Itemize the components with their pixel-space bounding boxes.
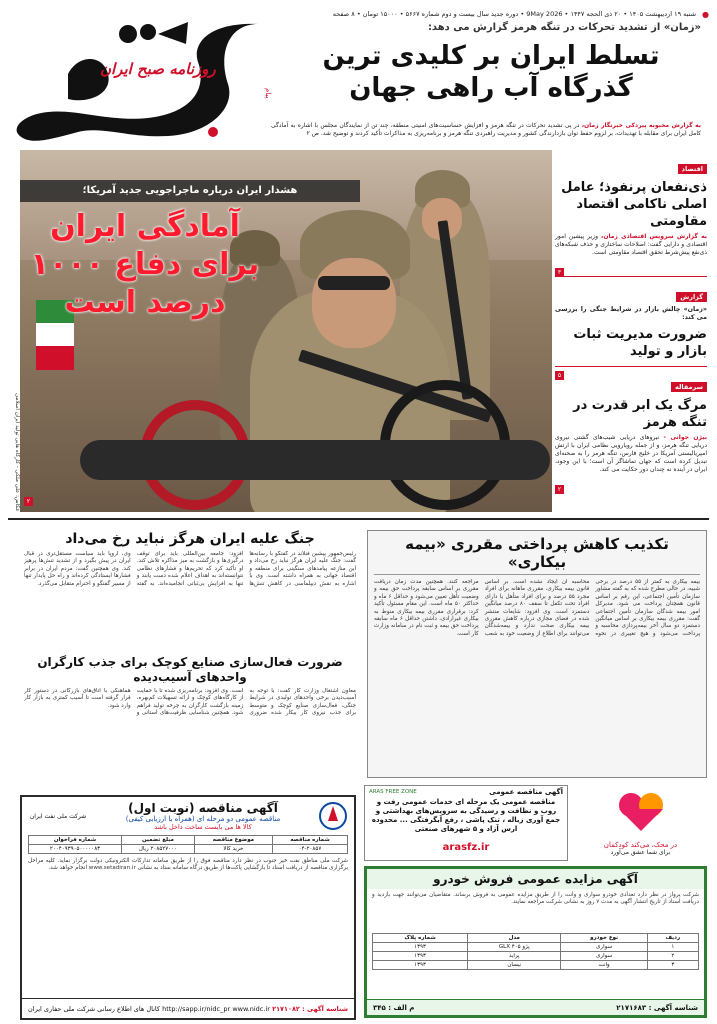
table-cell: ۳ xyxy=(647,961,698,970)
ad-website[interactable]: www.nidc.ir xyxy=(232,1004,270,1013)
heart-icon xyxy=(611,789,671,833)
table-header: ردیف xyxy=(647,934,698,943)
article-war[interactable] xyxy=(20,530,360,778)
auction-table xyxy=(372,933,699,970)
table-row xyxy=(29,845,348,854)
table-cell: ۱۳۹۳ xyxy=(373,961,468,970)
ad-line1: در محک، می‌کند کودکمان xyxy=(603,841,678,849)
masthead-tagline: روزنامه صبح ایران xyxy=(100,60,216,78)
lead-headline[interactable]: تسلط ایران بر کلیدی ترین گذرگاه آب راهی جهان xyxy=(322,41,660,103)
right-story-economy[interactable] xyxy=(555,156,707,278)
story-kicker: «زمان» چالش بازار در شرایط جنگی را بررسی می کند: xyxy=(555,306,707,321)
article-body: رئیس‌جمهور پیشین فنلاند در گفتگو با رسانه‌ها گفت: جنگ علیه ایران هرگز نباید رخ می‌داد و این منازعه پیامدهای سنگینی برای منطقه و اقتصاد جهانی به همراه داشته است. وی با اشاره به نقش دیپلماسی در کاهش تنش‌ها افزود: جامعه بین‌المللی باید برای توقف درگیری‌ها و بازگشت به میز مذاکره تلاش کند. او تأکید کرد که تحریم‌ها و فشارهای نظامی نتوانسته‌اند به اهداف اعلام شده دست یابند و تنها به افزایش بی‌ثباتی انجامیده‌اند. به گفته وی، اروپا باید سیاست مستقل‌تری در قبال ایران در پیش بگیرد و از تشدید تنش‌ها پرهیز کند. وی همچنین گفت: مردم ایران در برابر فشارها ایستادگی کرده‌اند و راه حل پایدار تنها از مسیر گفتگو و احترام متقابل می‌گذرد. xyxy=(24,551,356,587)
issue-info: شنبه ۱۹ اردیبهشت ۱۴۰۵ • ۲۰ ذی الحجه ۱۴۴۷ • 9May 2026 • دوره جدید سال بیست و دوم شماره ۵۶۶۷ • ۱۵۰۰۰ تومان • ۸ صفحه xyxy=(332,10,697,18)
section-tag: گزارش xyxy=(676,292,707,302)
ad-title: آگهی مزایده عمومی فروش خودرو xyxy=(367,869,704,889)
ad-shenase: شناسه آگهی : ۲۱۷۱۰۸۲ xyxy=(272,1004,348,1013)
divider xyxy=(555,276,707,277)
main-photo[interactable] xyxy=(20,150,552,512)
ad-body: شرکت پرواز در نظر دارد تعدادی خودرو سواری و وانت را از طریق مزایده عمومی به فروش برساند. متقاضیان می‌توانند جهت بازدید و دریافت اسناد از تاریخ انتشار آگهی به مدت ۷ روز به نشانی شرکت مراجعه نمایند. xyxy=(372,892,699,906)
article-body: بیمه بیکاری به کمتر از ۵۵ درصد در برخی شبیه، در حالی مطرح شده که به گفته مشاور سازمان تأمین اجتماعی، این رقم بر اساس قانون همچنان پرداخت می شود. مدیرکل امور بیمه شدگان سازمان تأمین اجتماعی گفت: مقرری بیمه بیکاری بر اساس میانگین دستمزد دو سال آخر بیمه‌پردازی محاسبه و پرداخت می‌شود و هیچ تغییری در نحوه محاسبه آن ایجاد نشده است. بر اساس قانون بیمه بیکاری، مقرری ماهانه برای افراد مجرد ۵۵ درصد و برای افراد متأهل یا دارای افراد تحت تکفل تا سقف ۸۰ درصد میانگین دستمزد است. وی افزود: شایعات منتشر شده در فضای مجازی درباره کاهش مقرری بیمه بیکاری صحت ندارد و بیمه‌شدگان می‌توانند برای اطلاع از وضعیت خود به شعب مراجعه کنند. همچنین مدت زمان دریافت مقرری بر اساس سابقه پرداخت حق بیمه و وضعیت تأهل تعیین می‌شود و حداقل ۶ ماه و حداکثر ۵۰ ماه است. این مقام مسئول تأکید کرد: برقراری مقرری بیمه بیکاری منوط به بیکاری غیرارادی، داشتن حداقل ۶ ماه سابقه پرداخت حق بیمه و ثبت نام در سامانه وزارت کار است. xyxy=(374,579,700,637)
aras-logo: ARAS FREE ZONE xyxy=(369,789,417,795)
lead-summary xyxy=(271,122,701,138)
article-title: تکذیب کاهش پرداختی مقرری «بیمه بیکاری» xyxy=(374,535,700,575)
story-text: نیروهای دریایی شیب‌های گشتی نیروی دریایی تنگه هرمز، و از جمله رویارویی نظامی ایران با ارتش امپریالیستی آمریکا در خلیج فارس، تنگه هرمز را به صحنه‌ای تبدیل کرده است که جهان تماشاگر آن است؛ با این وجود، ایران در آینده نه چندان دور حکایت می کند. xyxy=(555,434,707,473)
ad-shenase: شناسه آگهی : ۲۱۷۱۶۸۳ xyxy=(616,1003,698,1012)
table-cell: سواری xyxy=(561,943,647,952)
right-story-editorial[interactable] xyxy=(555,374,707,495)
table-header: مبلغ تضمین xyxy=(122,836,195,845)
ad-charity[interactable] xyxy=(574,785,707,861)
story-byline: بیژن جوانی - xyxy=(663,434,707,441)
table-cell: ۱ xyxy=(647,943,698,952)
ad-title: آگهی مناقصه عمومی xyxy=(489,788,563,796)
table-header: موضوع مناقصه xyxy=(194,836,272,845)
page-ref: ۲ xyxy=(555,485,564,494)
table-cell: پژو ۴۰۵ GLX xyxy=(468,943,561,952)
table-cell: ۰۴-۲۰۸۵۷ xyxy=(272,845,347,854)
table-cell: ۲ xyxy=(647,952,698,961)
page-ref: ۳ xyxy=(555,268,564,277)
section-divider xyxy=(8,518,709,520)
table-row xyxy=(373,952,699,961)
photo-page-ref: ۲ xyxy=(24,497,33,506)
story-body xyxy=(555,434,707,474)
ad-body: شرکت ملی مناطق نفت خیز جنوب در نظر دارد مناقصه فوق را از طریق سامانه تدارکات الکترونیکی دولت برگزار نماید. کلیه مراحل برگزاری مناقصه از دریافت اسناد تا بازگشایی پاکت‌ها از طریق درگاه سامانه ستاد به نشانی www.setadiran.ir انجام خواهد شد. xyxy=(28,858,348,872)
story-byline: به گزارش سرویس اقتصادی زمان، xyxy=(601,233,707,240)
ad-subtitle: مناقصه عمومی دو مرحله ای (همراه با ارزیابی کیفی) xyxy=(125,815,281,823)
table-cell: خرید کالا xyxy=(194,845,272,854)
ad-tender-nioc[interactable] xyxy=(20,795,356,1020)
article-subtitle: ضرورت فعال‌سازی صنایع کوچک برای جذب کارگران واحدهای آسیب‌دیده xyxy=(37,655,343,684)
table-cell: ۲۰۸۵۲۷۰۰۰ ریال xyxy=(122,845,195,854)
table-cell: ۲۰۰۴۰۹۳۹۰۵۰۰۰۰۰۸۳ xyxy=(29,845,122,854)
section-tag: سرمقاله xyxy=(671,382,707,392)
ad-auction[interactable] xyxy=(364,866,707,1018)
table-cell: ۱۳۹۳ xyxy=(373,952,468,961)
story-headline: ذی‌نفعان پرنفوذ؛ عامل اصلی ناکامی اقتصاد مقاومتی xyxy=(561,180,707,229)
article-subbody: معاون اشتغال وزارت کار گفت: با توجه به آسیب‌دیدن برخی واحدهای تولیدی در شرایط جنگی، فعال‌سازی صنایع کوچک و متوسط برای جذب نیروی کار بیکار شده ضروری است. وی افزود: برنامه‌ریزی شده تا با حمایت از کارگاه‌های کوچک و ارائه تسهیلات کم‌بهره، زمینه بازگشت کارگران به چرخه تولید فراهم شود. همچنین شناسایی ظرفیت‌های استانی و هماهنگی با اتاق‌های بازرگانی در دستور کار قرار گرفته است تا آسیب کمتری به بازار کار وارد شود. xyxy=(24,688,356,717)
ad-website[interactable]: arasfz.ir xyxy=(442,842,490,853)
table-header: نوع خودرو xyxy=(561,934,647,943)
ad-code: م الف : ۳۴۵ xyxy=(373,1003,415,1012)
lead-kicker: «زمان» از تشدید تحرکات در تنگه هرمز گزارش می دهد: xyxy=(427,22,701,33)
tender-table xyxy=(28,835,348,854)
table-header: شماره مناقصه xyxy=(272,836,347,845)
article-unemployment[interactable] xyxy=(367,530,707,778)
article-title: جنگ علیه ایران هرگز نباید رخ می‌داد xyxy=(65,531,315,547)
story-text: وزیر پیشین امور اقتصادی و دارایی گفت: اصلاحات ساختاری و حذف شبکه‌های ذی‌نفع پیش‌شرط تحقق اقتصاد مقاومتی است. xyxy=(555,233,707,256)
ad-body: مناقصه عمومی یک مرحله ای خدمات عمومی رفت و روب و نظافت و رسیدگی به سرویس‌های بهداشتی و جمع آوری زباله ، تنک پاشی ، رفع آبگرفتگی ... محدوده ارس آزاد و ۵ شهرهای صنعتی xyxy=(371,798,561,833)
photo-headline[interactable]: آمادگی ایران برای دفاع ۱۰۰۰ درصد است xyxy=(30,209,260,320)
story-body xyxy=(555,233,707,257)
ad-subtitle2: کالا ها می بایست ساخت داخل باشد xyxy=(154,823,252,831)
ad-website2[interactable]: http://sapp.ir/nidc_pr xyxy=(162,1004,231,1013)
table-cell: ۱۳۹۳ xyxy=(373,943,468,952)
table-row xyxy=(373,943,699,952)
ad-company: شرکت ملی نفت ایران xyxy=(29,812,87,820)
table-cell: پراید xyxy=(468,952,561,961)
photo-credit: عکاس: علی ملکی - کارگاه هایی تولید ایران اسلامی xyxy=(14,393,20,512)
section-tag: اقتصاد xyxy=(678,164,707,174)
story-headline: ضرورت مدیریت ثبات بازار و تولید xyxy=(573,327,707,359)
table-cell: سواری xyxy=(561,952,647,961)
table-cell: وانت xyxy=(561,961,647,970)
bullet-icon: ● xyxy=(702,9,709,19)
table-row xyxy=(373,961,699,970)
ad-line2: برای شما عشق می‌آورد xyxy=(610,849,671,856)
ad-footer-note: کانال های اطلاع رسانی شرکت ملی حفاری ایران xyxy=(28,1004,160,1013)
table-header: شماره پلاک xyxy=(373,934,468,943)
right-column xyxy=(555,150,707,512)
page-ref: ۵ xyxy=(555,371,564,380)
table-header: مدل xyxy=(468,934,561,943)
story-headline: مرگ یک ابر قدرت در تنگه هرمز xyxy=(573,398,707,430)
zaman-logo[interactable] xyxy=(8,14,270,154)
divider xyxy=(555,366,707,367)
nidc-logo-icon xyxy=(318,801,348,831)
table-header: شماره فراخوان xyxy=(29,836,122,845)
masthead-side-label: پیام xyxy=(264,88,272,99)
ad-tender-aras[interactable] xyxy=(364,785,568,861)
photo-warning-strip: هشدار ایران درباره ماجراجویی جدید آمریکا؛ xyxy=(20,180,360,202)
table-cell: نیسان xyxy=(468,961,561,970)
ad-title: آگهی مناقصه (نوبت اول) xyxy=(128,801,278,815)
lead-text: در پی تشدید تحرکات در تنگه هرمز و افزایش حساسیت‌های امنیتی منطقه، چند تن از نمایندگان مجلس با اشاره به آمادگی کامل ایران برای مقابله با تهدیدات، بر لزوم حفظ توان بازدارندگی کشور و مدیریت راهبردی تنگه هرمز و برنامه‌ریزی به مذاکرات تأکید کردند و توضیح شد. ص ۲ xyxy=(271,122,701,137)
lead-byline: به گزارش محبوبه پیردکی خبرنگار زمان، xyxy=(581,122,701,129)
